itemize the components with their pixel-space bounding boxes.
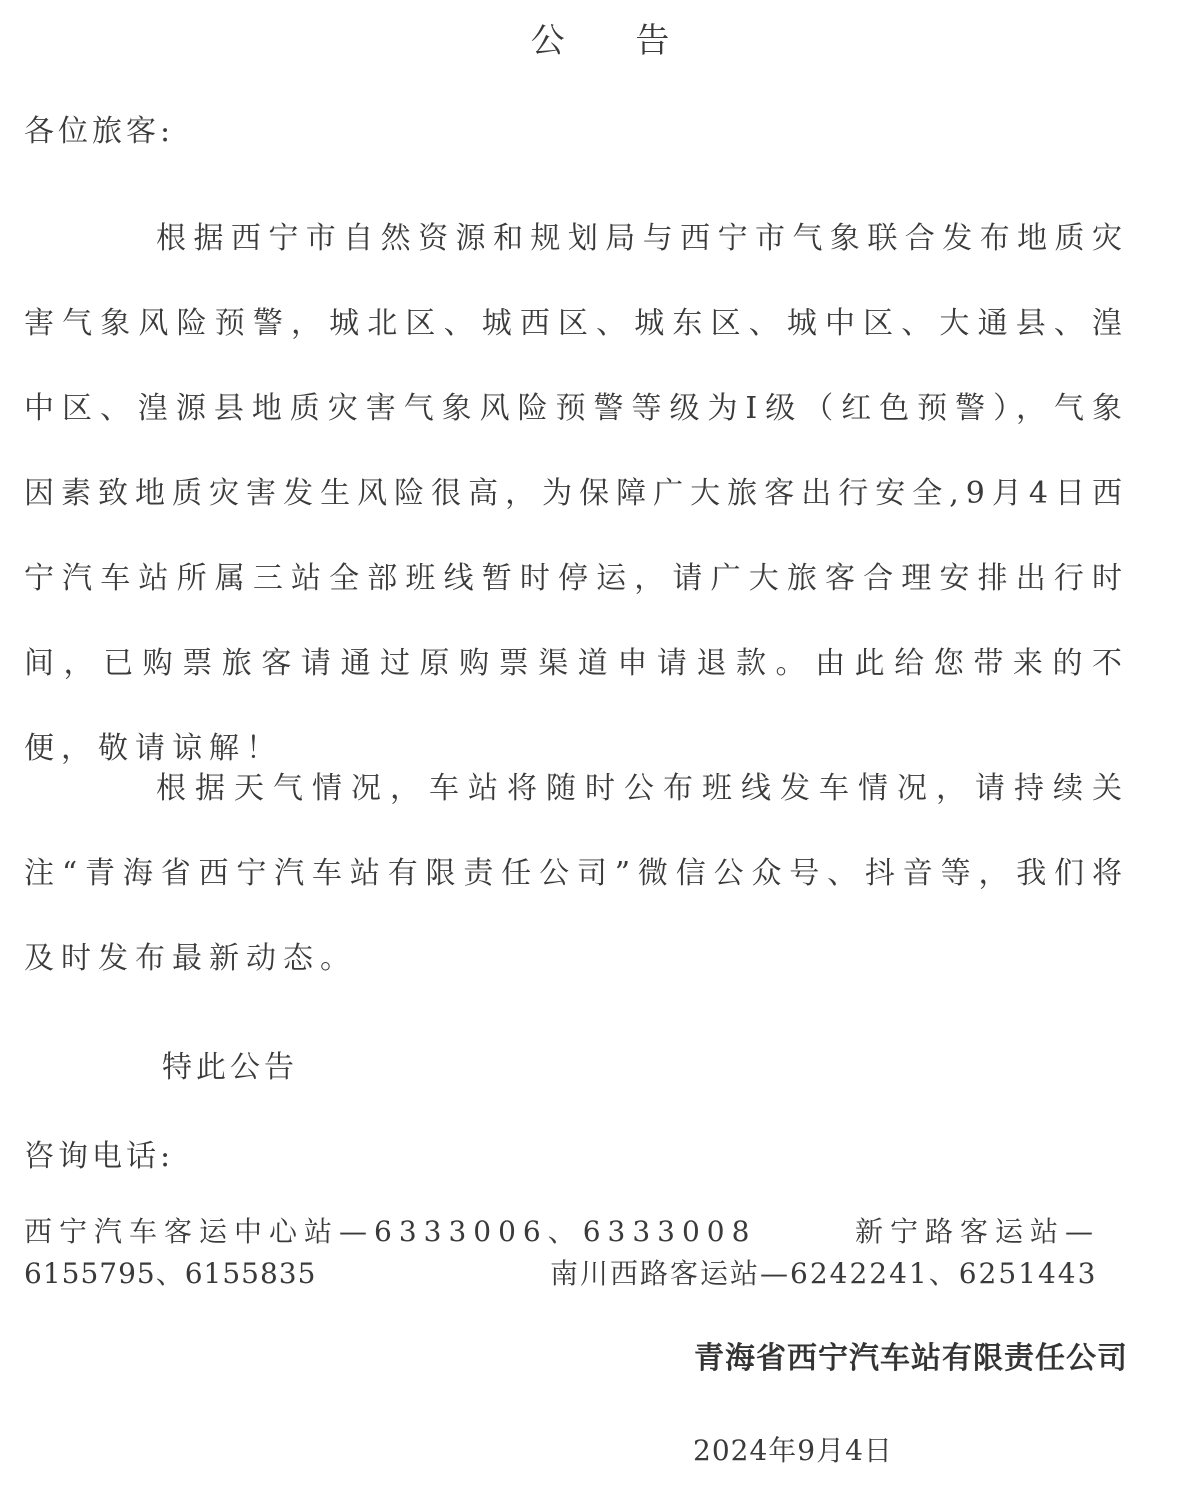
paragraph-suspension: 根据西宁市自然资源和规划局与西宁市气象联合发布地质灾害气象风险预警，城北区、城西区、城东区、城中区、大通县、湟中区、湟源县地质灾害气象风险预警等级为Ⅰ级（红色预警），气象因素致地质灾害发生风险很高，为保障广大旅客出行安全,9月4日西宁汽车站所属三站全部班线暂时停运，请广大旅客合理安排出行时间，已购票旅客请通过原购票渠道申请退款。由此给您带来的不便，敬请谅解！ — [24, 221, 1129, 766]
contact-xinning-road-numbers: 6155795、6155835 — [24, 1257, 317, 1290]
issue-date: 2024年9月4日 — [693, 1434, 893, 1467]
salutation: 各位旅客: — [24, 114, 175, 149]
notice-title: 公 告 — [530, 21, 700, 61]
contact-central-station: 西宁汽车客运中心站—6333006、6333008 — [24, 1215, 757, 1248]
contact-xinning-road-station: 新宁路客运站— — [855, 1215, 1101, 1248]
consult-phone-label: 咨询电话: — [24, 1139, 175, 1174]
paragraph-follow-updates: 根据天气情况，车站将随时公布班线发车情况，请持续关注“青海省西宁汽车站有限责任公司”微信公众号、抖音等，我们将及时发布最新动态。 — [24, 771, 1129, 976]
contact-nanchuan-west-road-station: 南川西路客运站—6242241、6251443 — [550, 1257, 1098, 1290]
closing-statement: 特此公告 — [162, 1050, 298, 1085]
issuing-company: 青海省西宁汽车站有限责任公司 — [694, 1341, 1128, 1376]
